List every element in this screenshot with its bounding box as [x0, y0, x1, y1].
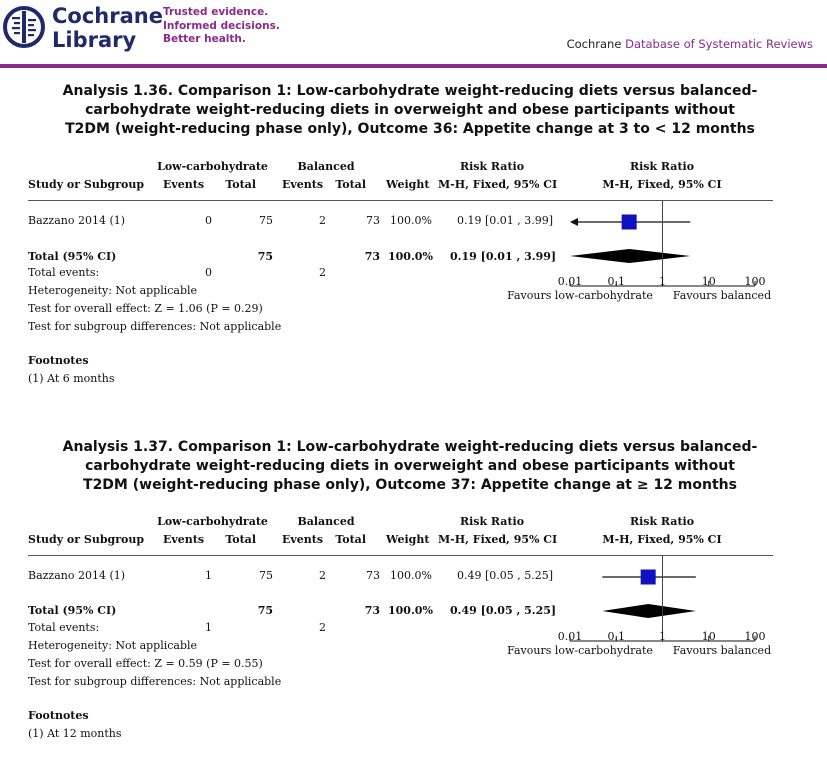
header-total1: Total	[225, 533, 256, 546]
cochrane-logo-icon[interactable]	[2, 3, 46, 51]
tagline-line: Informed decisions.	[163, 19, 280, 32]
header-events1: Events	[163, 178, 205, 191]
header-group2: Balanced	[297, 515, 355, 528]
title-line: T2DM (weight-reducing phase only), Outcome 36: Appetite change at 3 to < 12 months	[65, 121, 755, 137]
total-weight: 100.0%	[388, 250, 433, 263]
tagline-line: Better health.	[163, 33, 246, 45]
total-events1: 0	[205, 266, 212, 279]
study-weight: 100.0%	[390, 569, 432, 582]
study-events1: 1	[205, 569, 212, 582]
db-prefix: Cochrane	[566, 37, 622, 51]
x-tick-label: 10	[701, 275, 716, 288]
total-total1: 75	[257, 604, 273, 617]
subgroup-differences: Test for subgroup differences: Not applicable	[28, 320, 282, 333]
subgroup-differences: Test for subgroup differences: Not applicable	[28, 675, 282, 688]
header-method-plot: M-H, Fixed, 95% CI	[602, 533, 722, 546]
study-ci: 0.19 [0.01 , 3.99]	[456, 214, 553, 227]
header-rr-plot: Risk Ratio	[629, 160, 695, 173]
forest-plot	[500, 200, 800, 320]
study-square	[622, 215, 637, 230]
footnote: (1) At 6 months	[28, 372, 115, 385]
total-weight: 100.0%	[388, 604, 433, 617]
x-tick-label: 0.01	[557, 630, 583, 643]
header-weight: Weight	[386, 533, 430, 546]
header-method: M-H, Fixed, 95% CI	[438, 178, 558, 191]
forest-plot	[500, 555, 800, 675]
footnotes-label: Footnotes	[28, 709, 89, 722]
x-tick-label: 100	[744, 630, 766, 643]
title-line: Analysis 1.37. Comparison 1: Low-carbohydrate weight-reducing diets versus balanced-	[62, 439, 758, 455]
pooled-diamond	[602, 604, 695, 618]
footnote: (1) At 12 months	[28, 727, 122, 740]
pooled-diamond	[570, 249, 690, 263]
total-events2: 2	[319, 266, 326, 279]
overall-effect: Test for overall effect: Z = 0.59 (P = 0.55)	[28, 657, 263, 670]
x-tick-label: 1	[659, 630, 666, 643]
cochrane-library-wordmark[interactable]	[52, 4, 163, 52]
header-method: M-H, Fixed, 95% CI	[438, 533, 558, 546]
tagline-line: Trusted evidence.	[163, 6, 269, 18]
database-title[interactable]	[567, 37, 813, 51]
favours-left-label: Favours low-carbohydrate	[507, 644, 653, 657]
study-ci: 0.49 [0.05 , 5.25]	[456, 569, 553, 582]
header-total1: Total	[225, 178, 256, 191]
x-tick-label: 0.1	[607, 630, 625, 643]
header-weight: Weight	[386, 178, 430, 191]
header-rr: Risk Ratio	[459, 515, 525, 528]
overall-effect: Test for overall effect: Z = 1.06 (P = 0.29)	[28, 302, 263, 315]
total-ci: 0.19 [0.01 , 3.99]	[450, 250, 557, 263]
study-events1: 0	[205, 214, 212, 227]
total-label: Total (95% CI)	[28, 604, 117, 617]
title-line: T2DM (weight-reducing phase only), Outcome 37: Appetite change at ≥ 12 months	[83, 477, 737, 493]
total-events-label: Total events:	[28, 621, 100, 634]
header-events2: Events	[282, 533, 324, 546]
header-group1: Low-carbohydrate	[157, 515, 268, 528]
total-events-label: Total events:	[28, 266, 100, 279]
header-group1: Low-carbohydrate	[157, 160, 268, 173]
study-total2: 73	[366, 214, 380, 227]
logo-line-1: Cochrane	[52, 4, 163, 28]
x-tick-label: 100	[744, 275, 766, 288]
study-total2: 73	[366, 569, 380, 582]
study-events2: 2	[319, 569, 326, 582]
favours-right-label: Favours balanced	[672, 289, 772, 302]
x-tick-label: 10	[701, 630, 716, 643]
db-accent: Database of Systematic Reviews	[625, 37, 813, 51]
heterogeneity: Heterogeneity: Not applicable	[28, 639, 198, 652]
x-tick-label: 0.1	[607, 275, 625, 288]
total-label: Total (95% CI)	[28, 250, 117, 263]
header-divider	[0, 64, 827, 68]
analysis-title	[60, 438, 760, 495]
header-group2: Balanced	[297, 160, 355, 173]
study-name: Bazzano 2014 (1)	[28, 214, 126, 227]
header-total2: Total	[335, 178, 366, 191]
header-rr-plot: Risk Ratio	[629, 515, 695, 528]
header-events1: Events	[163, 533, 205, 546]
study-total1: 75	[259, 569, 273, 582]
total-events1: 1	[205, 621, 212, 634]
x-tick-label: 1	[659, 275, 666, 288]
title-line: carbohydrate weight-reducing diets in overweight and obese participants without	[85, 458, 735, 474]
heterogeneity: Heterogeneity: Not applicable	[28, 284, 198, 297]
title-line: carbohydrate weight-reducing diets in overweight and obese participants without	[85, 102, 735, 118]
total-ci: 0.49 [0.05 , 5.25]	[450, 604, 557, 617]
header-total2: Total	[335, 533, 366, 546]
header-method-plot: M-H, Fixed, 95% CI	[602, 178, 722, 191]
study-weight: 100.0%	[390, 214, 432, 227]
x-tick-label: 0.01	[557, 275, 583, 288]
total-total2: 73	[364, 250, 380, 263]
study-name: Bazzano 2014 (1)	[28, 569, 126, 582]
study-events2: 2	[319, 214, 326, 227]
favours-left-label: Favours low-carbohydrate	[507, 289, 653, 302]
total-total2: 73	[364, 604, 380, 617]
header-rr: Risk Ratio	[459, 160, 525, 173]
header-study: Study or Subgroup	[28, 533, 145, 546]
header-study: Study or Subgroup	[28, 178, 145, 191]
favours-right-label: Favours balanced	[672, 644, 772, 657]
total-events2: 2	[319, 621, 326, 634]
title-line: Analysis 1.36. Comparison 1: Low-carbohydrate weight-reducing diets versus balanced-	[62, 83, 758, 99]
total-total1: 75	[257, 250, 273, 263]
footnotes-label: Footnotes	[28, 354, 89, 367]
study-square	[641, 570, 656, 585]
ci-arrow	[570, 218, 578, 226]
analysis-title	[60, 82, 760, 139]
header-events2: Events	[282, 178, 324, 191]
tagline	[163, 6, 280, 47]
logo-line-2: Library	[52, 28, 137, 52]
site-header	[0, 0, 827, 64]
study-total1: 75	[259, 214, 273, 227]
